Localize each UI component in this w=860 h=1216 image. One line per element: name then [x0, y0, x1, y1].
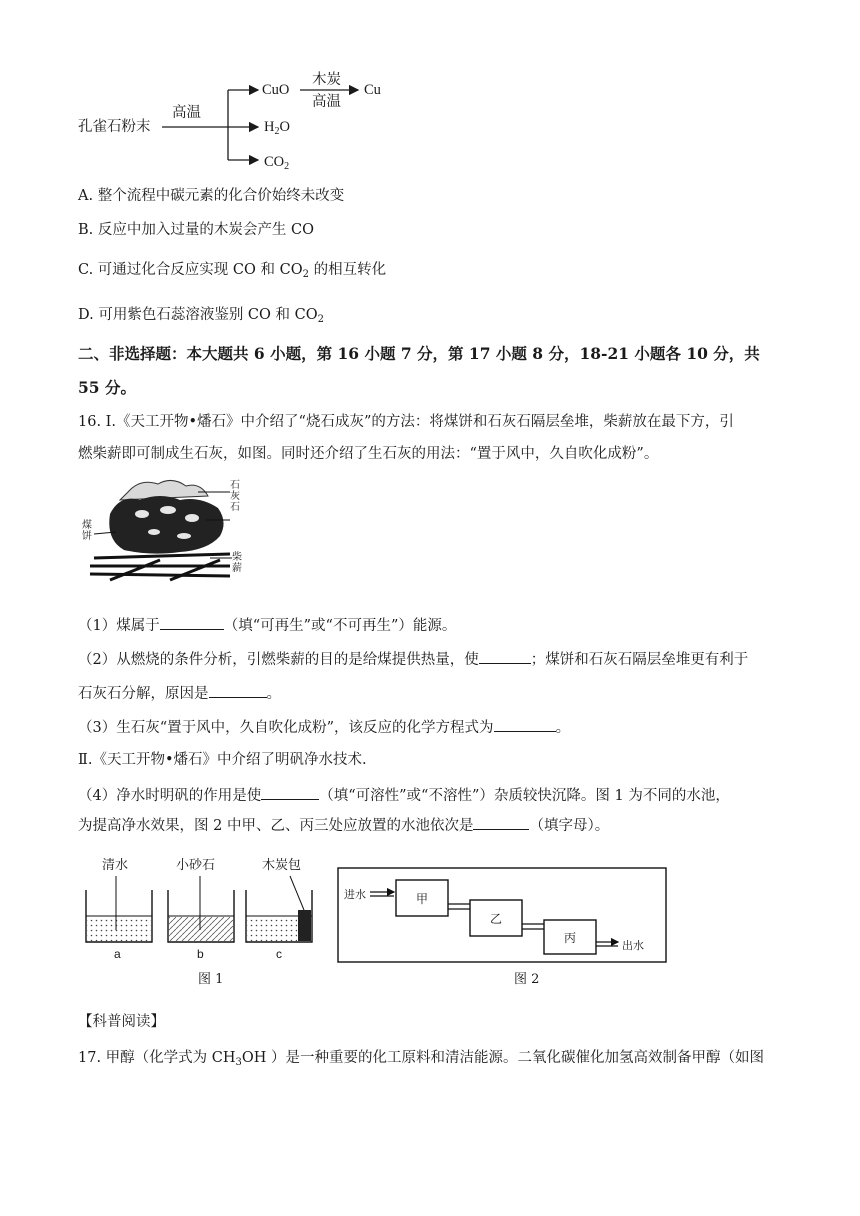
q16-sub2: （2）从燃烧的条件分析，引燃柴薪的目的是给煤提供热量，使 ；煤饼和石灰石隔层垒堆更有利于	[78, 648, 748, 670]
flow-condition-bottom: 高温	[312, 94, 341, 110]
flow-condition-main: 高温	[172, 105, 201, 121]
fig2-box-jia: 甲	[416, 892, 429, 906]
section2-heading-line1: 二、非选择题：本大题共 6 小题，第 16 小题 7 分，第 17 小题 8 分，18-21 小题各 10 分，共	[78, 344, 760, 363]
answer-blank-6[interactable]	[473, 814, 529, 830]
fig1-letter-b: b	[197, 947, 204, 961]
section2-heading-line2: 55 分。	[78, 378, 136, 397]
fig2-box-yi: 乙	[490, 912, 503, 926]
fig2-box-bing: 丙	[564, 931, 577, 945]
flow-source: 孔雀石粉末	[78, 119, 151, 135]
fig1-label-a: 清水	[102, 858, 129, 873]
fig1-label-c: 木炭包	[262, 858, 302, 873]
reading-heading: 【科普阅读】	[78, 1014, 165, 1030]
answer-blank-5[interactable]	[261, 784, 319, 800]
flow-product-cuo: CuO	[262, 82, 290, 98]
q17-intro: 17. 甲醇（化学式为 $CH_3OH$ ）是一种重要的化工原料和清洁能源。二氧化碳催化加氢高效制备甲醇（如图	[78, 1050, 765, 1068]
q16-sub4b: 为提高净水效果，图 2 中甲、乙、丙三处应放置的水池依次是 （填字母）。	[78, 814, 609, 836]
fig2-caption: 图 2	[514, 972, 540, 987]
answer-blank-2[interactable]	[479, 648, 531, 664]
q16-sub3: （3）生石灰“置于风中，久自吹化成粉”，该反应的化学方程式为 。	[78, 716, 570, 738]
flow-product-cu: Cu	[364, 82, 381, 98]
fig1-caption: 图 1	[198, 972, 224, 987]
q16-intro-line2: 燃柴薪即可制成生石灰，如图。同时还介绍了生石灰的用法：“置于风中，久自吹化成粉”。	[78, 446, 659, 462]
kiln-label-firewood: 柴薪	[232, 552, 242, 574]
kiln-figure-svg	[80, 474, 250, 586]
option-b: B. 反应中加入过量的木炭会产生 CO	[78, 222, 314, 238]
answer-blank-4[interactable]	[494, 716, 556, 732]
kiln-label-limestone: 石灰石	[230, 480, 240, 513]
q16-sub4: （4）净水时明矾的作用是使 （填“可溶性”或“不溶性”）杂质较快沉降。图 1 为不同的水池，	[78, 784, 730, 806]
tank-a	[86, 876, 152, 942]
figure-1	[80, 854, 330, 994]
option-a: A. 整个流程中碳元素的化合价始终未改变	[78, 188, 345, 204]
fig2-outlet-label: 出水	[622, 939, 644, 952]
flow-product-co2: $CO_2$	[264, 154, 290, 172]
tank-c	[246, 876, 312, 942]
q16-sub2b: 石灰石分解，原因是 。	[78, 682, 281, 704]
answer-blank-3[interactable]	[209, 682, 267, 698]
q16-intro-line1: 16. Ⅰ.《天工开物•燔石》中介绍了“烧石成灰”的方法：将煤饼和石灰石隔层垒堆，柴薪放在最下方，引	[78, 414, 734, 430]
figure-2	[336, 866, 672, 996]
kiln-label-coal: 煤饼	[82, 520, 92, 542]
fig1-label-b: 小砂石	[176, 858, 216, 873]
flow-diagram	[78, 72, 418, 182]
flow-product-h2o: $H_2O$	[264, 119, 290, 137]
option-c: C. 可通过化合反应实现 CO 和 $CO_2$ 的相互转化	[78, 262, 387, 280]
option-d: D. 可用紫色石蕊溶液鉴别 CO 和 $CO_2$	[78, 307, 324, 325]
fig2-inlet-label: 进水	[344, 888, 366, 901]
fig1-letter-c: c	[276, 947, 282, 961]
fig1-letter-a: a	[114, 947, 121, 961]
flow-condition-top: 木炭	[312, 72, 341, 88]
tank-b	[168, 876, 234, 942]
kiln-figure	[80, 474, 250, 586]
q16-part2: Ⅱ.《天工开物•燔石》中介绍了明矾净水技术.	[78, 752, 367, 768]
answer-blank-1[interactable]	[160, 614, 224, 630]
q16-sub1: （1）煤属于 （填“可再生”或“不可再生”）能源。	[78, 614, 456, 636]
